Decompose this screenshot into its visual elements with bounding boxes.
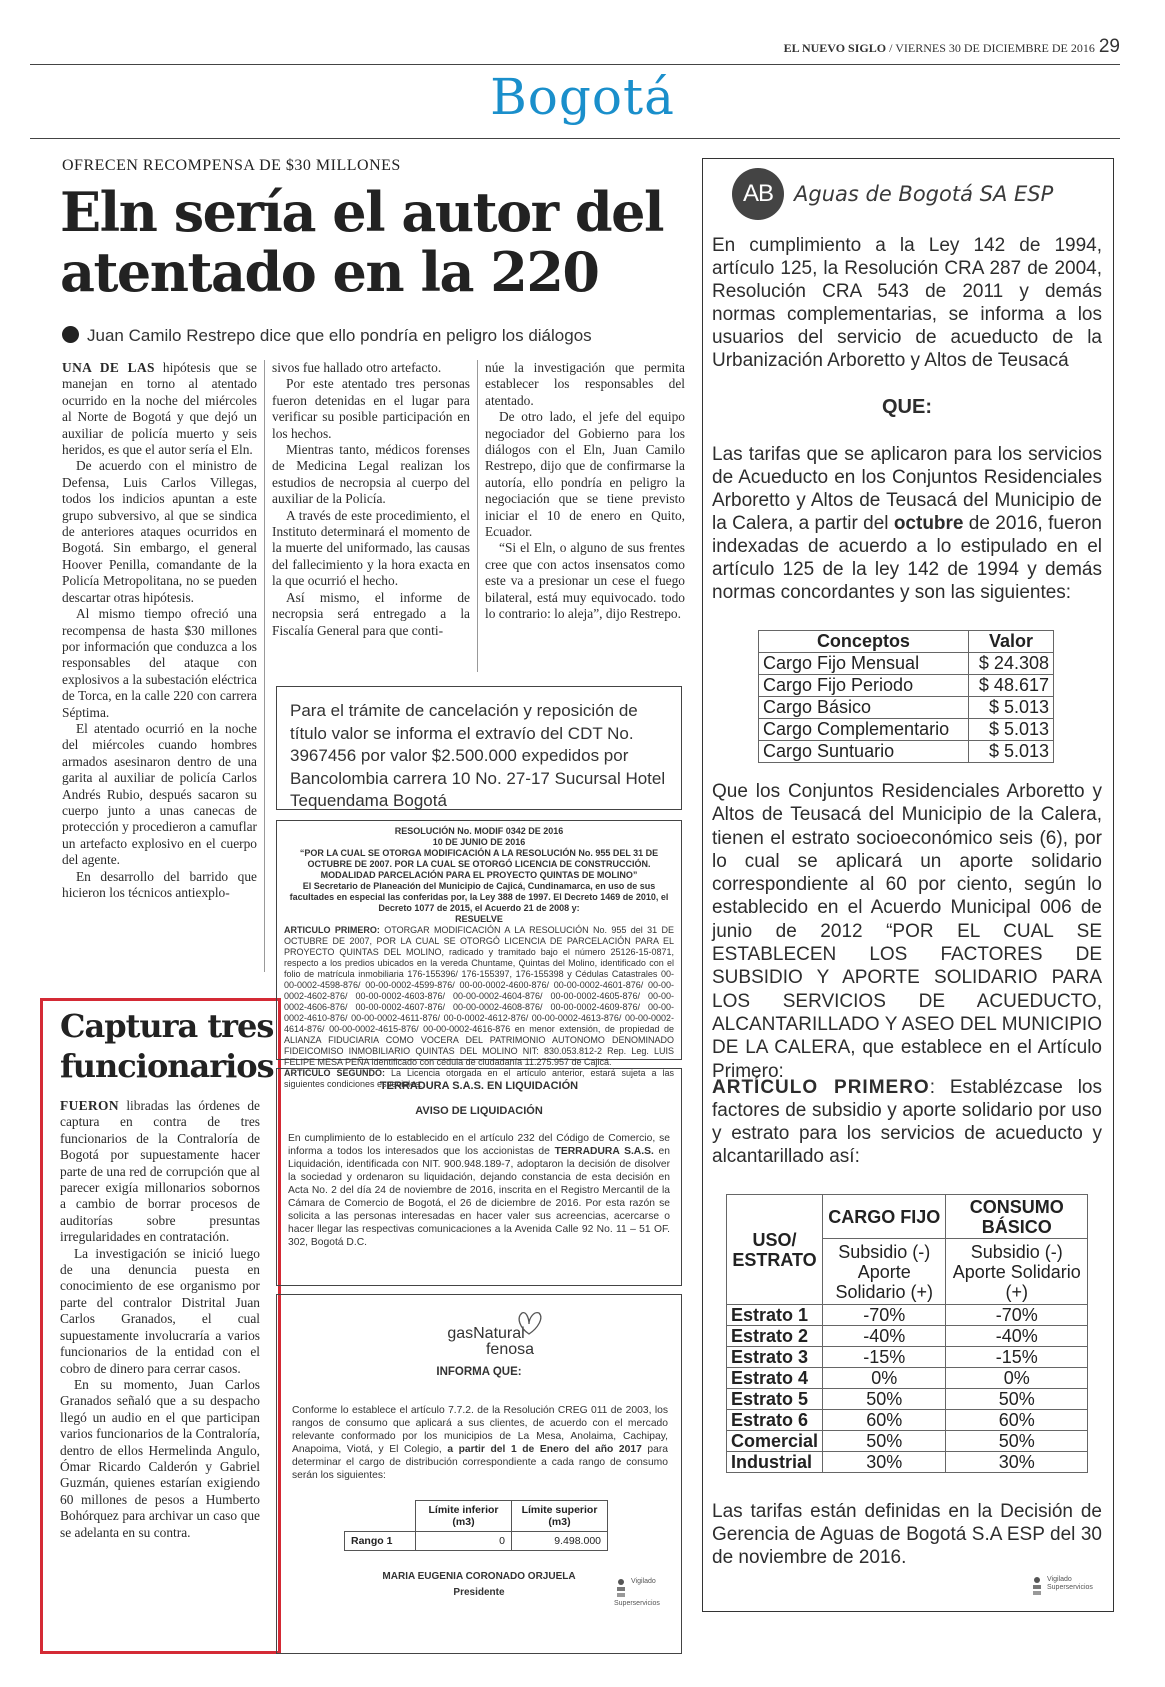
table-row	[345, 1532, 608, 1551]
subsidio-aporte-label: Subsidio (-) Aporte Solidario (+)	[946, 1239, 1088, 1305]
gas-natural-title: INFORMA QUE:	[436, 1366, 522, 1378]
table-row: Industrial 30% 30%	[727, 1452, 1088, 1473]
article-kicker: OFRECEN RECOMPENSA DE $30 MILLONES	[62, 157, 401, 174]
ab-que-heading: QUE:	[882, 396, 932, 418]
paragraph: Al mismo tiempo ofreció una recompensa de hasta $30 millones por información que conduzca a los responsables del ataque con explosivos a la subestación eléctrica de Torca, en la calle 220 con carrera Séptima.	[62, 606, 257, 720]
lower-limit-header: Límite inferior (m3)	[416, 1501, 512, 1532]
paragraph: “Si el Eln, o alguno de sus frentes cree que con actos insensatos como este va a presionar un cese el fuego bilateral, está muy equivocado. todo lo contrario: lo aleja”, dijo Restrepo.	[485, 540, 685, 622]
paper-name: EL NUEVO SIGLO	[783, 41, 887, 55]
resolution-article-1: ARTICULO PRIMERO: OTORGAR MODIFICACIÓN A LA RESOLUCIÓN No. 955 del 31 DE OCTUBRE DE 2007, POR LA CUAL SE OTORGÓ LICENCIA DE PARCELACIÓN PARA EL PROYECTO QUINTAS DEL MOLINO, radicado y tramitado bajo el número 25126-15-0871, respecto a los predios ubicados en la vereda Chuntame, Quintas del Molino, identificado con el folio de matrícula inmobiliaria 176-155396/ 176-155397, 176-155398 y Cédulas Catastrales 00-00-0002-4598-876/ 00-00-0002-4599-876/ 00-00-0002-4600-876/ 00-00-0002-4601-876/ 00-00-0002-4602-876/ 00-00-0002-4603-876/ 00-00-0002-4604-876/ 00-00-0002-4605-876/ 00-00-0002-4606-876/ 00-00-0002-4607-876/ 00-00-0002-4608-876/ 00-00-0002-4609-876/ 00-00-0002-4610-876/ 00-00-0002-4611-876/ 00-0-0002-4612-876/ 00-00-0002-4613-876/ 00-00-0002-4614-876/ 00-00-0002-4615-876/ 00-00-0002-4616-876 en menor extensión, de propiedad de ALIANZA FIDUCIARIA COMO VOCERA DEL PATRIMONIO AUTONOMO DENOMINADO FIDEICOMISO INMOBILIARIO QUINTAS DEL MOLINO NIT: 830.053.812-2 Rep. Leg. LUIS FELIPE MESA PEÑA identificado con cédula de ciudadanía 11.275.957 de Cajicá.	[284, 925, 675, 1067]
lead-in: UNA DE LAS	[62, 360, 155, 375]
paragraph: En su momento, Juan Carlos Granados señaló que a su despacho llegó un audio en el que participan varios funcionarios de la Contraloría, dentro de ellos Hermelinda Angulo, Ómar Ricardo Calderón y Gabriel Guzmán, quienes estarían exigiendo 60 millones de pesos a Humberto Bohórquez para archivar un caso que se adelanta en su contra.	[60, 1376, 260, 1540]
superservicios-icon	[1030, 1576, 1044, 1598]
deck-text: Juan Camilo Restrepo dice que ello pondría en peligro los diálogos	[87, 326, 592, 345]
terradura-body: En cumplimiento de lo establecido en el artículo 232 del Código de Comercio, se informa a todos los interesados que los accionistas de TERRADURA S.A.S. en Liquidación, identificada con NIT. 900.948.189-7, adoptaron la decisión de disolver la sociedad y ordenaron su liquidación, dejando constancia de esta decisión en Acta No. 2 del día 24 de noviembre de 2016, inscrita en el Registro Mercantil de la Cámara de Comercio de Bogotá, el 26 de diciembre de 2016. Por esta razón se solicita a las personas interesadas en hacer valer sus acreencias, acercarse o hacer llegar las respectivas comunicaciones a la Avenida Calle 92 No. 11 – 51 OF. 302, Bogotá D.C.	[288, 1133, 670, 1248]
issue-date: / VIERNES 30 DE DICIEMBRE DE 2016	[886, 41, 1095, 55]
article-column-3	[485, 360, 685, 623]
resolution-number: RESOLUCIÓN No. MODIF 0342 DE 2016	[394, 826, 564, 836]
table-row: Cargo Complementario $ 5.013	[759, 719, 1054, 741]
article-deck	[62, 326, 592, 346]
cdt-notice-text: Para el trámite de cancelación y reposición de título valor se informa el extravío del CDT No. 3967456 por valor $2.500.000 expedidos por Bancolombia carrera 10 No. 27-17 Sucursal Hotel Tequendama Bogotá	[290, 701, 666, 810]
ab-company-name: Aguas de Bogotá SA ESP	[794, 182, 1054, 206]
subsidy-table	[726, 1194, 1088, 1473]
range-upper: 9.498.000	[512, 1532, 608, 1551]
upper-limit-header: Límite superior (m3)	[512, 1501, 608, 1532]
vigilado-text: Vigilado Superservicios	[614, 1578, 660, 1607]
paragraph: Mientras tanto, médicos forenses de Medicina Legal realizan los estudios de necropsia al cuerpo del auxiliar de la Policía.	[272, 442, 470, 507]
signer-name: MARIA EUGENIA CORONADO ORJUELA	[382, 1571, 576, 1582]
table-row: Cargo Fijo Periodo $ 48.617	[759, 675, 1054, 697]
ab-estrato-text: Que los Conjuntos Residenciales Arboretto y Altos de Teusacá del Municipio de la Calera, tienen el estrato socioeconómico seis (6), por lo cual se aplicará un aporte solidario correspondiente al 60 por ciento, según lo establecido en el Acuerdo Municipal 006 de junio de 2012 “POR EL CUAL SE ESTABLECEN LOS FACTORES DE SUBSIDIO Y APORTE SOLIDARIO PARA LOS SERVICIOS DE ACUEDUCTO, ALCANTARILLADO Y ASEO DEL MUNICIPIO DE LA CALERA, que establece en el Artículo Primero:	[712, 781, 1102, 1082]
gas-natural-logo-text: gasNatural	[447, 1325, 525, 1342]
resolution-resuelve: RESUELVE	[455, 914, 503, 924]
paragraph: Así mismo, el informe de necropsia será entregado a la Fiscalía General para que conti-	[272, 589, 470, 638]
uso-estrato-header: USO/ ESTRATO	[727, 1195, 823, 1305]
table-row: Estrato 4 0% 0%	[727, 1368, 1088, 1389]
gas-natural-logo	[416, 1310, 556, 1357]
bullet-icon	[62, 326, 79, 343]
ab-vigilado-badge	[1030, 1576, 1104, 1598]
vigilado-badge	[614, 1578, 674, 1608]
column-divider	[264, 360, 265, 972]
ab-tarifas-text: Las tarifas que se aplicaron para los servicios de Acueducto en los Conjuntos Residenciales Arboretto y Altos de Teusacá del Municipio de la Calera, a partir del octubre de 2016, fueron indexadas de acuerdo a lo estipulado en el artículo 125 de la ley 142 de 1994 y demás normas concordantes y son las siguientes:	[712, 444, 1102, 603]
lead-in: FUERON	[60, 1098, 119, 1113]
subsidio-aporte-label: Subsidio (-) Aporte Solidario (+)	[823, 1239, 946, 1305]
terradura-subtitle: AVISO DE LIQUIDACIÓN	[415, 1105, 543, 1117]
table-row: Comercial 50% 50%	[727, 1431, 1088, 1452]
ab-intro: En cumplimiento a la Ley 142 de 1994, artículo 125, la Resolución CRA 287 de 2004, Resolución CRA 543 de 2011 y demás normas complementarias, se informa a los usuarios del servicio de acueducto de la Urbanización Arboretto y Altos de Teusacá	[712, 235, 1102, 371]
sidebar-body	[60, 1098, 260, 1541]
consumo-basico-header: CONSUMO BÁSICO	[946, 1195, 1088, 1239]
range-lower: 0	[416, 1532, 512, 1551]
section-title: Bogotá	[490, 68, 675, 126]
paragraph: FUERON libradas las órdenes de captura en contra de tres funcionarios de la Contraloría de Bogotá por supuestamente hacer parte de una red de corrupción que al parecer exigía millonarios sobornos a cambio de borrar procesos de auditorías sobre presuntas irregularidades en contratación.	[60, 1098, 260, 1245]
fenosa-logo-text: fenosa	[485, 1341, 535, 1358]
concept-header: Conceptos	[759, 631, 969, 653]
table-header-row	[759, 631, 1054, 653]
gas-natural-body: Conforme lo establece el artículo 7.7.2. de la Resolución CREG 011 de 2003, los rangos de consumo que aplicará a sus clientes, de acuerdo con el mercado relevante conformado por los municipios de La Mesa, Anolaima, Cachipay, Anapoima, Viotá, y El Colegio, a partir del 1 de Enero del año 2017 para determinar el cargo de distribución correspondiente a cada rango de consumo serán los siguientes:	[292, 1405, 668, 1481]
resolution-date: 10 DE JUNIO DE 2016	[432, 837, 526, 847]
resolution-subject: “POR LA CUAL SE OTORGA MODIFICACIÓN A LA RESOLUCIÓN No. 955 DEL 31 DE OCTUBRE DE 2007. POR LA CUAL SE OTORGÓ LICENCIA DE CONSTRUCCIÓN. MODALIDAD PARCELACIÓN PARA EL PROYECTO QUINTAS DE MOLINO”	[299, 848, 659, 880]
table-header-row	[345, 1501, 608, 1532]
terradura-notice	[288, 1080, 670, 1249]
paragraph: sivos fue hallado otro artefacto.	[272, 360, 442, 375]
resolution-authority: El Secretario de Planeación del Municipio de Cajicá, Cundinamarca, en uso de sus facultades en especial las conferidas por, la Ley 388 de 1997. El Decreto 1469 de 2010, el Decreto 1077 de 2015, el Acuerdo 21 de 2008 y:	[289, 881, 669, 913]
table-row: Estrato 2 -40% -40%	[727, 1326, 1088, 1347]
resolution-notice	[284, 826, 674, 1090]
ab-article-primero: ARTÍCULO PRIMERO: Establézcase los factores de subsidio y aporte solidario por uso y estrato para los servicios de acueducto y alcantarillado así:	[712, 1077, 1103, 1167]
superservicios-icon	[614, 1578, 628, 1600]
article-column-1	[62, 360, 257, 901]
table-row: Cargo Suntuario $ 5.013	[759, 741, 1054, 763]
table-row: Estrato 5 50% 50%	[727, 1389, 1088, 1410]
masthead-rule	[30, 64, 1120, 65]
value-header: Valor	[968, 631, 1053, 653]
paragraph: A través de este procedimiento, el Instituto determinará el momento de la muerte del uniformado, las causas del fallecimiento y la hora exacta en la que ocurrió el hecho.	[272, 507, 470, 589]
page-number: 29	[1098, 36, 1120, 57]
ab-closing: Las tarifas están definidas en la Decisión de Gerencia de Aguas de Bogotá S.A ESP del 30 de noviembre de 2016.	[712, 1501, 1102, 1568]
butterfly-icon	[514, 1310, 544, 1336]
table-row: Cargo Fijo Mensual $ 24.308	[759, 653, 1054, 675]
section-rule	[30, 138, 1120, 139]
table-header-row	[727, 1195, 1088, 1239]
resolution-article-2: ARTICULO SEGUNDO: La Licencia otorgada en el artículo anterior, estará sujeta a las siguientes condiciones especiales:	[284, 1068, 674, 1089]
column-divider	[477, 360, 478, 672]
paragraph: UNA DE LAS hipótesis que se manejan en torno al atentado ocurrido en la noche del miércoles al Norte de Bogotá y que dejó un auxiliar de policía muerto y seis heridos, es que el autor sería el Eln.	[62, 360, 257, 458]
masthead	[30, 36, 1120, 58]
sidebar-title: Captura tres funcionarios	[60, 1007, 274, 1085]
cargo-fijo-header: CARGO FIJO	[823, 1195, 946, 1239]
table-row: Estrato 6 60% 60%	[727, 1410, 1088, 1431]
paragraph: De acuerdo con el ministro de Defensa, Luis Carlos Villegas, todos los indicios apuntan a este grupo subversivo, al que se sindica de anteriores ataques ocurridos en Bogotá. Sin embargo, el general Hoover Penilla, comandante de la Policía Metropolitana, no se pueden descartar otras hipótesis.	[62, 458, 257, 605]
table-row: Estrato 1 -70% -70%	[727, 1305, 1088, 1326]
table-row: Cargo Básico $ 5.013	[759, 697, 1054, 719]
paragraph: Por este atentado tres personas fueron detenidas en el lugar para verificar su posible participación en los hechos.	[272, 376, 470, 441]
signer-role: Presidente	[453, 1587, 505, 1598]
paragraph: En desarrollo del barrido que hicieron los técnicos antiexplo-	[62, 868, 257, 900]
paragraph: núe la investigación que permita establecer los responsables del atentado.	[485, 360, 685, 408]
vigilado-text: Vigilado Superservicios	[1047, 1576, 1093, 1591]
range-label: Rango 1	[345, 1532, 416, 1551]
consumption-range-table	[344, 1500, 608, 1551]
article-column-2	[272, 360, 470, 639]
paragraph: De otro lado, el jefe del equipo negociador del Gobierno para los diálogos con el Eln, Juan Camilo Restrepo, dijo que de confirmarse la autoría, ello pondría en peligro la negociación que se tiene previsto iniciar el 10 de enero en Quito, Ecuador.	[485, 409, 685, 540]
table-row: Estrato 3 -15% -15%	[727, 1347, 1088, 1368]
tariffs-table	[758, 630, 1054, 763]
paragraph: La investigación se inició luego de una denuncia puesta en conocimiento de ese organismo por parte del contralor Distrital Juan Carlos Granados, el cual supuestamente involucraría a varios funcionarios de la entidad con el cobro de dinero para cerrar casos.	[60, 1245, 260, 1376]
paragraph: El atentado ocurrió en la noche del miércoles cuando hombres armados asesinaron dentro de una garita al auxiliar de policía Carlos Andrés Rubio, después sacaron su cuerpo junto a unas canecas de protección y procedieron a camuflar un artefacto explosivo en el cuerpo del agente.	[62, 720, 257, 868]
terradura-title: TERRADURA S.A.S. EN LIQUIDACIÓN	[379, 1080, 579, 1092]
article-headline: Eln sería el autor del atentado en la 220	[60, 180, 664, 304]
ab-logo: AB	[732, 168, 784, 220]
